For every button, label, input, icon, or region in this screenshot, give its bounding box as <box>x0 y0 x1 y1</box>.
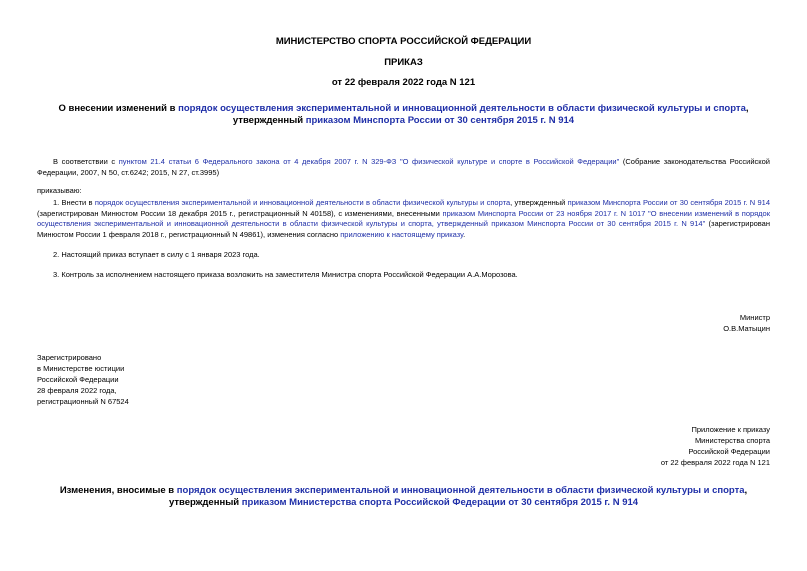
item1-text5: . <box>463 229 466 239</box>
registration-line-4: 28 февраля 2022 года, <box>37 386 117 395</box>
heading-prefix: О внесении изменений в <box>58 103 179 114</box>
item1-text3: (зарегистрирован Минюстом России 18 декабря 2015 г., регистрационный N 40158), с изменениями, внесенными <box>37 208 443 218</box>
order-date: от 22 февраля 2022 года N 121 <box>331 77 476 88</box>
signature-name: О.В.Матыцин <box>723 324 770 333</box>
item-1-paragraph <box>37 198 770 240</box>
ministry-title: МИНИСТЕРСТВО СПОРТА РОССИЙСКОЙ ФЕДЕРАЦИИ <box>275 36 532 47</box>
appendix-line-3: Российской Федерации <box>688 447 770 456</box>
orders-word: приказываю: <box>37 186 82 195</box>
appendix-heading-link-procedure[interactable]: порядок осуществления экспериментальной и инновационной деятельности в области физической культуры и спорта <box>176 485 745 496</box>
intro-prefix: В соответствии с <box>53 157 119 166</box>
appendix-heading-link-order-914[interactable]: приказом Министерства спорта Российской Федерации от 30 сентября 2015 г. N 914 <box>241 497 639 508</box>
heading-link-order-914[interactable]: приказом Минспорта России от 30 сентября 2015 г. N 914 <box>305 115 575 126</box>
appendix-heading-prefix: Изменения, вносимые в <box>59 485 177 496</box>
appendix-heading <box>30 485 777 509</box>
intro-suffix: (Собрание законодательства Российской Федерации, 2007, N 50, ст.6242; 2015, N 27, ст.3995) <box>37 157 770 177</box>
registration-line-2: в Министерстве юстиции <box>37 364 125 373</box>
appendix-line-1: Приложение к приказу <box>691 425 770 434</box>
item1-link-order-1017[interactable]: приказом Минспорта России от 23 ноября 2017 г. N 1017 "О внесении изменений в порядок осуществления экспериментальной и инновационной деятельности в области физической культуры и спорта, утвержденный приказом Минспорта России от 30 сентября 2015 г. N 914" <box>37 208 770 228</box>
order-word: ПРИКАЗ <box>384 57 423 68</box>
appendix-block <box>661 424 770 468</box>
appendix-line-4: от 22 февраля 2022 года N 121 <box>660 458 770 467</box>
item1-text2: , утвержденный <box>510 198 568 207</box>
registration-line-5: регистрационный N 67524 <box>37 397 129 406</box>
heading-middle: , утвержденный <box>232 103 749 126</box>
appendix-heading-middle: , утвержденный <box>168 485 748 508</box>
item1-link-appendix[interactable]: приложению к настоящему приказу <box>340 229 464 239</box>
registration-line-1: Зарегистрировано <box>37 353 102 362</box>
item-2-paragraph: 2. Настоящий приказ вступает в силу с 1 января 2023 года. <box>53 250 260 259</box>
item-3-paragraph: 3. Контроль за исполнением настоящего приказа возложить на заместителя Министра спорта Российской Федерации А.А.Морозова. <box>53 270 518 279</box>
registration-line-3: Российской Федерации <box>37 375 119 384</box>
intro-link-federal-law[interactable]: пунктом 21.4 статьи 6 Федерального закона от 4 декабря 2007 г. N 329-ФЗ "О физической культуре и спорте в Российской Федерации" <box>118 157 620 166</box>
heading-link-procedure[interactable]: порядок осуществления экспериментальной и инновационной деятельности в области физической культуры и спорта <box>178 103 746 114</box>
item1-prefix: 1. Внести в <box>53 198 95 207</box>
appendix-line-2: Министерства спорта <box>694 436 770 445</box>
item1-link-order-914[interactable]: приказом Минспорта России от 30 сентября 2015 г. N 914 <box>567 198 771 207</box>
signature-position: Министр <box>739 313 770 322</box>
registration-block <box>37 352 129 407</box>
document-heading <box>40 103 767 127</box>
item1-link-procedure[interactable]: порядок осуществления экспериментальной и инновационной деятельности в области физической культуры и спорта <box>94 198 511 207</box>
intro-paragraph <box>37 157 770 178</box>
signature-block <box>723 312 770 334</box>
item1-text4: (зарегистрирован Минюстом России 1 февраля 2018 г., регистрационный N 49861), изменения согласно <box>37 219 770 239</box>
